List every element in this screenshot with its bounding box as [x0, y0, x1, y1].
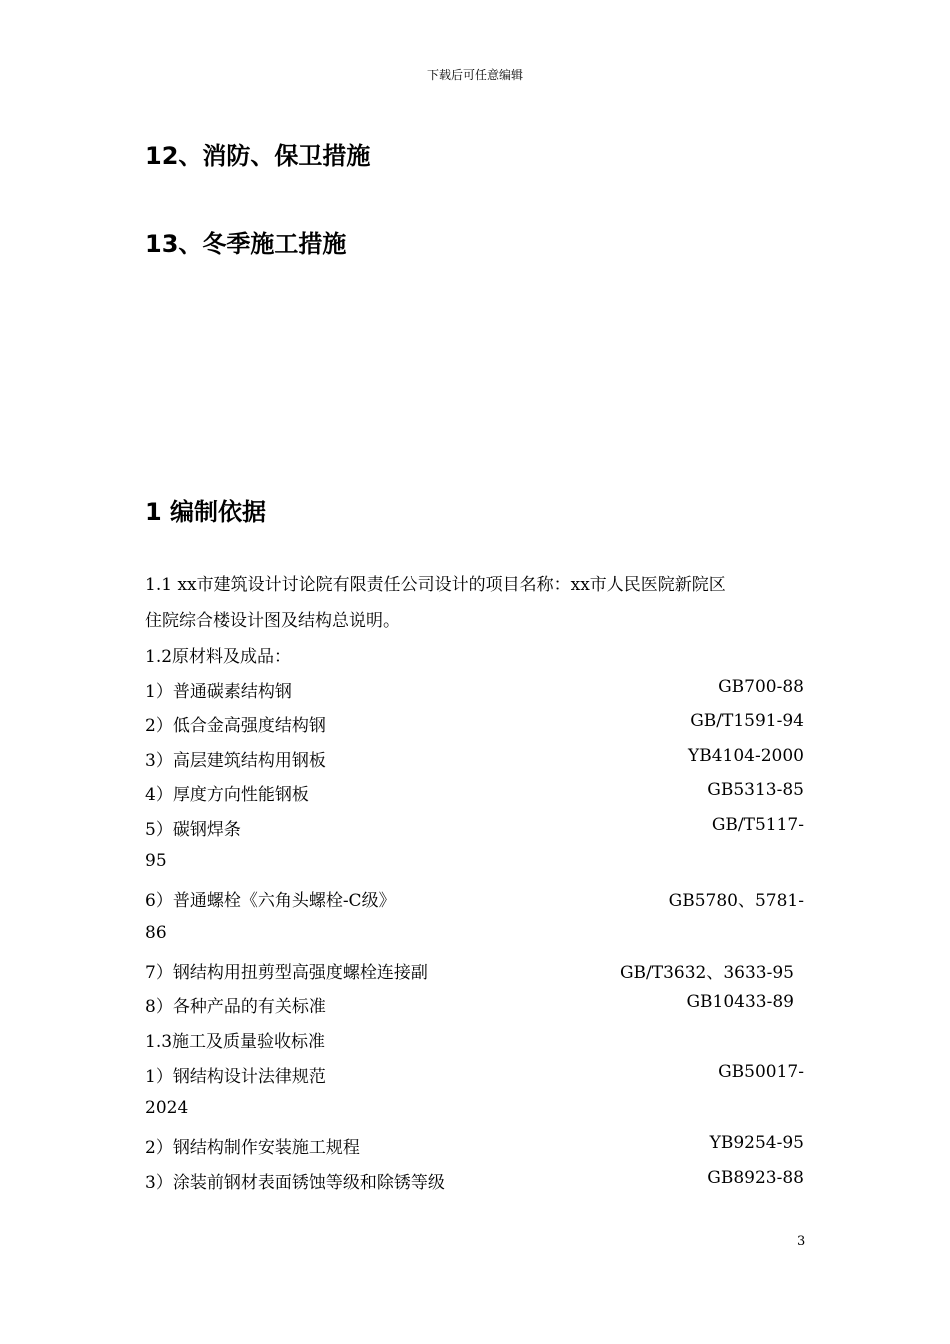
- paragraph-line: 1.1 xx市建筑设计讨论院有限责任公司设计的项目名称：xx市人民医院新院区: [145, 575, 726, 595]
- toc-item-fire-security: 12、消防、保卫措施: [145, 142, 371, 170]
- material-item-label: 1）普通碳素结构钢: [145, 682, 292, 702]
- material-item-code: GB10433-89: [686, 992, 794, 1012]
- material-item-label: 7）钢结构用扭剪型高强度螺栓连接副: [145, 963, 428, 983]
- material-item-code-wrap: 95: [145, 851, 167, 871]
- subsection-heading-standards: 1.3施工及质量验收标准: [145, 1032, 326, 1052]
- material-item-label: 5）碳钢焊条: [145, 820, 241, 840]
- standard-item-label: 1）钢结构设计法律规范: [145, 1067, 326, 1087]
- standard-item-label: 3）涂装前钢材表面锈蚀等级和除锈等级: [145, 1173, 445, 1193]
- standard-item-code: GB50017-: [718, 1062, 804, 1082]
- material-item-code: GB700-88: [718, 677, 804, 697]
- material-item-code: YB4104-2000: [688, 746, 804, 766]
- standard-item-label: 2）钢结构制作安装施工规程: [145, 1138, 360, 1158]
- page-header: 下载后可任意编辑: [426, 68, 523, 82]
- page-number: 3: [797, 1234, 806, 1249]
- material-item-code: GB5313-85: [707, 780, 804, 800]
- material-item-label: 2）低合金高强度结构钢: [145, 716, 326, 736]
- material-item-label: 8）各种产品的有关标准: [145, 997, 326, 1017]
- material-item-code: GB/T5117-: [711, 815, 804, 835]
- standard-item-code: GB8923-88: [707, 1168, 804, 1188]
- subsection-heading-materials: 1.2原材料及成品：: [145, 647, 292, 667]
- material-item-code-wrap: 86: [145, 923, 167, 943]
- standard-item-code-wrap: 2024: [145, 1098, 189, 1118]
- material-item-code: GB5780、5781-: [668, 891, 804, 911]
- section-title: 1 编制依据: [145, 498, 267, 526]
- material-item-code: GB/T3632、3633-95: [619, 963, 794, 983]
- material-item-label: 3）高层建筑结构用钢板: [145, 751, 326, 771]
- toc-item-winter-construction: 13、冬季施工措施: [145, 230, 347, 258]
- standard-item-code: YB9254-95: [709, 1133, 804, 1153]
- material-item-label: 6）普通螺栓《六角头螺栓-C级》: [145, 891, 396, 911]
- paragraph-line: 住院综合楼设计图及结构总说明。: [145, 611, 400, 631]
- material-item-label: 4）厚度方向性能钢板: [145, 785, 309, 805]
- material-item-code: GB/T1591-94: [690, 711, 804, 731]
